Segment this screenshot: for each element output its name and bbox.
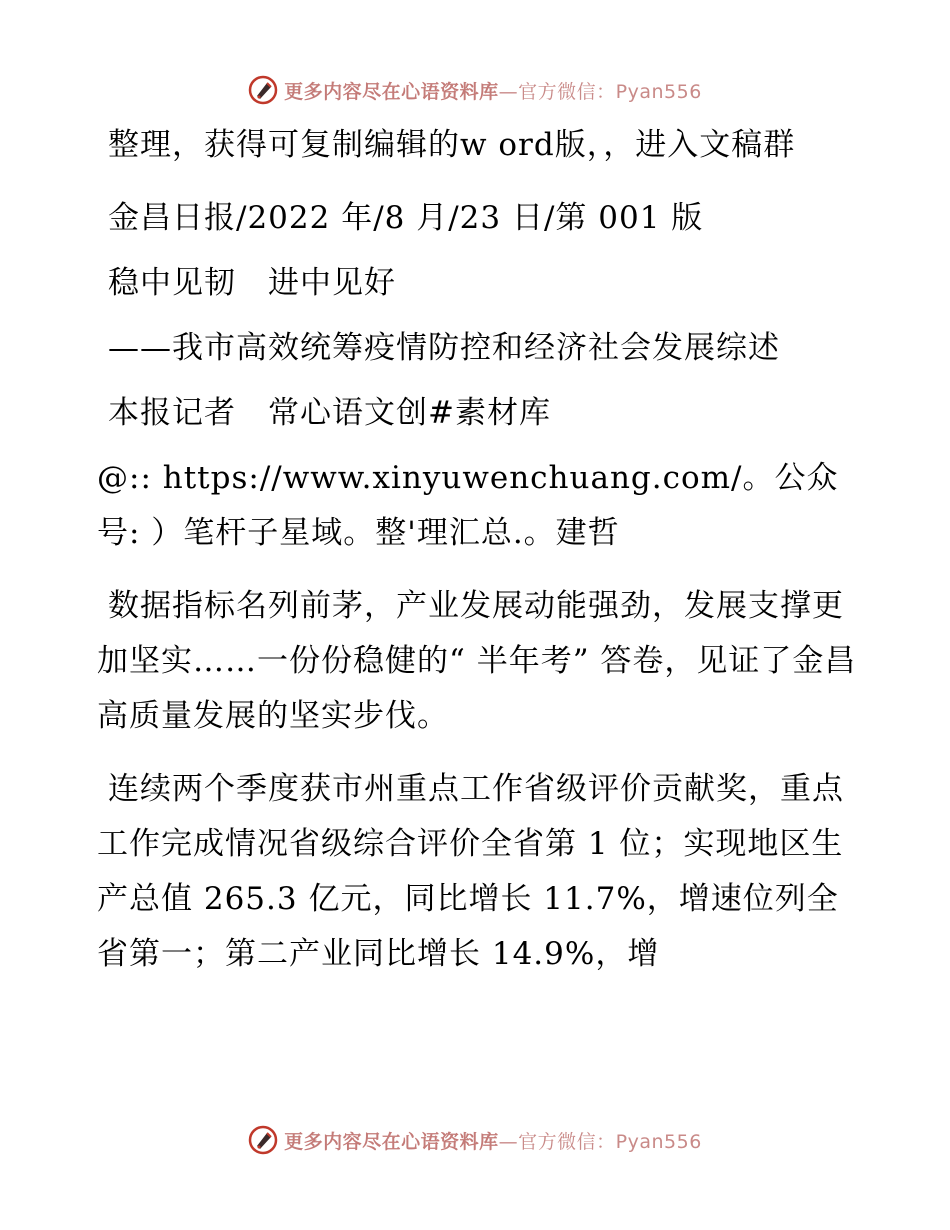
pen-nib-logo-icon xyxy=(248,1125,278,1155)
article-headline: 稳中见韧 进中见好 xyxy=(108,265,396,301)
pen-nib-logo-icon xyxy=(248,75,278,105)
paragraph-body: 连续两个季度获市州重点工作省级评价贡献奖，重点工作完成情况省级综合评价全省第 1 位；实现地区生产总值 265.3 亿元，同比增长 11.7%，增速位列全省第一；第二产业同比增长 14.9%，增 xyxy=(97,771,844,972)
watermark-separator: — xyxy=(498,1130,519,1153)
paragraph-intro-note: 整理，获得可复制编辑的w ord版，，进入文稿群 xyxy=(108,127,796,163)
paragraph-source-line: 金昌日报/2022 年/8 月/23 日/第 001 版 xyxy=(108,200,704,236)
article-subheadline: ——我市高效统筹疫情防控和经济社会发展综述 xyxy=(108,330,780,366)
article-byline: 本报记者 常心语文创#素材库 xyxy=(108,395,551,431)
footer-watermark xyxy=(0,1120,950,1160)
paragraph-lead: 数据指标名列前茅，产业发展动能强劲，发展支撑更加坚实……一份份稳健的“ 半年考” 答卷，见证了金昌高质量发展的坚实步伐。 xyxy=(97,588,857,734)
watermark-brand: 更多内容尽在心语资料库 xyxy=(284,80,499,103)
watermark-text xyxy=(284,77,702,104)
document-body xyxy=(97,118,857,1000)
header-watermark xyxy=(0,70,950,110)
watermark-suffix: 官方微信：Pyan556 xyxy=(518,1130,702,1153)
paragraph-link-note: @:: https://www.xinyuwenchuang.com/。公众号: ）笔杆子星域。整'理汇总.。建哲 xyxy=(97,460,839,551)
watermark-text xyxy=(284,1127,702,1154)
watermark-suffix: 官方微信：Pyan556 xyxy=(518,80,702,103)
watermark-brand: 更多内容尽在心语资料库 xyxy=(284,1130,499,1153)
watermark-separator: — xyxy=(498,80,519,103)
